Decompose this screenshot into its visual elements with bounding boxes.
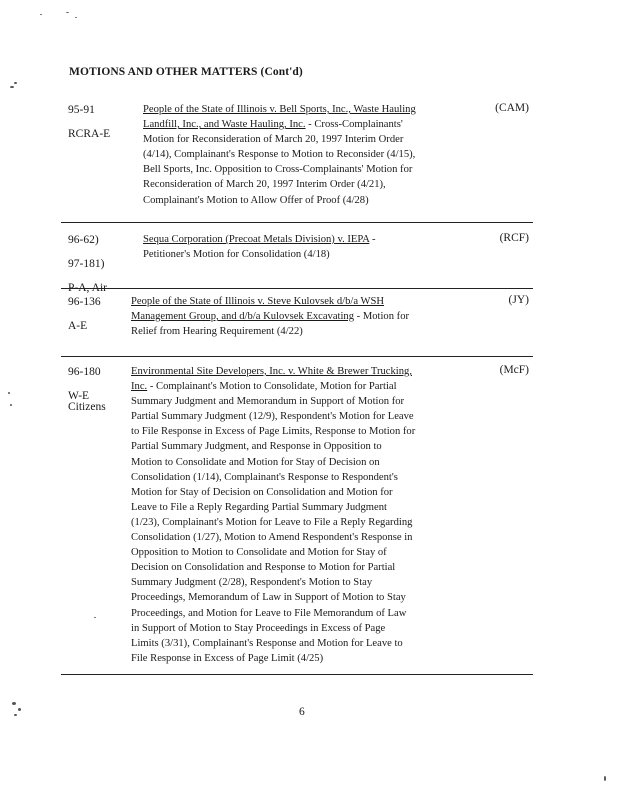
- motion-line: Decision on Consolidation and Response to Motion for Partial: [131, 562, 396, 574]
- motion-line: Proceedings, Memorandum of Law in Support of Motion to Stay: [131, 592, 406, 604]
- motion-line: Leave to File a Reply Regarding Partial Summary Judgment: [131, 501, 387, 513]
- entry-divider: [61, 222, 533, 223]
- scan-artifact: [10, 404, 12, 406]
- docket-type: RCRA-E: [68, 128, 111, 140]
- motion-line: Proceedings, and Motion for Leave to File Memorandum of Law: [131, 607, 407, 619]
- motion-line: Limits (3/31), Complainant's Response and Motion for Leave to: [131, 637, 403, 649]
- case-title: People of the State of Illinois v. Steve Kulovsek d/b/a WSH: [131, 296, 385, 307]
- docket-number: 96-180: [68, 366, 101, 378]
- hearing-officer-code: (CAM): [495, 102, 529, 114]
- motion-line: (4/14), Complainant's Response to Motion to Reconsider (4/15),: [143, 149, 416, 161]
- hearing-officer-code: (RCF): [499, 232, 529, 244]
- docket-type: W-E: [68, 390, 90, 402]
- case-title: Sequa Corporation (Precoat Metals Division) v. IEPA: [143, 234, 370, 245]
- hearing-officer-code: (JY): [508, 294, 529, 306]
- entry-text: [131, 364, 415, 666]
- motion-line: File Response in Excess of Page Limit (4/25): [131, 652, 324, 664]
- scan-artifact: [14, 82, 17, 84]
- case-title: People of the State of Illinois v. Bell Sports, Inc., Waste Hauling: [143, 104, 416, 115]
- scan-artifact: [40, 14, 42, 15]
- motion-line: to File Response in Excess of Page Limits, Response to Motion for: [131, 426, 416, 438]
- motion-line: Partial Summary Judgment (12/9), Respondent's Motion for Leave: [131, 411, 414, 423]
- docket-type: Citizens: [68, 401, 106, 413]
- motion-text: -: [369, 234, 376, 245]
- scan-artifact: [94, 617, 96, 618]
- entry-divider: [61, 356, 533, 357]
- motion-line: Summary Judgment and Memorandum in Support of Motion for: [131, 396, 405, 408]
- entry-divider: [61, 674, 533, 675]
- scan-artifact: [66, 12, 69, 13]
- docket-number: 97-181): [68, 258, 105, 270]
- motion-line: Opposition to Motion to Consolidate and Motion for Stay of: [131, 547, 387, 559]
- entry-text: [143, 102, 416, 208]
- motion-line: Consolidation (1/14), Complainant's Response to Respondent's: [131, 471, 398, 483]
- scan-artifact: [18, 708, 21, 711]
- motion-line: Consolidation (1/27), Motion to Amend Respondent's Response in: [131, 532, 413, 544]
- docket-type: A-E: [68, 320, 88, 332]
- page-number: 6: [299, 706, 305, 718]
- case-title: Landfill, Inc., and Waste Hauling, Inc.: [143, 119, 306, 131]
- motion-line: (1/23), Complainant's Motion for Leave to File a Reply Regarding: [131, 516, 413, 528]
- section-heading: MOTIONS AND OTHER MATTERS (Cont'd): [69, 66, 303, 78]
- case-title: Management Group, and d/b/a Kulovsek Excavating: [131, 311, 354, 323]
- motion-line: Reconsideration of March 20, 1997 Interim Order (4/21),: [143, 179, 386, 191]
- docket-type: P-A, Air: [68, 282, 107, 294]
- scan-artifact: [604, 776, 606, 781]
- docket-info: [68, 400, 106, 414]
- motion-line: Relief from Hearing Requirement (4/22): [131, 326, 303, 338]
- motion-line: Motion to Consolidate and Motion for Stay of Decision on: [131, 456, 380, 468]
- docket-number: 96-62): [68, 234, 99, 246]
- entry-divider: [61, 288, 533, 289]
- entry-text: [131, 294, 409, 339]
- motion-line: in Support of Motion to Stay Proceedings in Excess of Page: [131, 622, 386, 634]
- motion-line: Motion for Reconsideration of March 20, 1997 Interim Order: [143, 134, 404, 146]
- motion-text: - Cross-Complainants': [305, 119, 403, 131]
- motion-line: Partial Summary Judgment, and Response in Opposition to: [131, 441, 382, 453]
- case-title: Inc.: [131, 381, 148, 393]
- motion-line: Summary Judgment (2/28), Respondent's Motion to Stay: [131, 577, 373, 589]
- case-title: Environmental Site Developers, Inc. v. White & Brewer Trucking,: [131, 366, 412, 377]
- scan-artifact: [10, 86, 14, 88]
- docket-info: [68, 98, 110, 146]
- scan-artifact: [12, 702, 16, 705]
- docket-info: [68, 290, 101, 338]
- motion-line: Bell Sports, Inc. Opposition to Cross-Complainants' Motion for: [143, 164, 413, 176]
- motion-line: Complainant's Motion to Allow Offer of Proof (4/28): [143, 194, 369, 206]
- entry-text: [143, 232, 376, 262]
- scan-artifact: [14, 714, 17, 716]
- motion-line: Motion for Stay of Decision on Consolidation and Motion for: [131, 486, 393, 498]
- scan-artifact: [75, 17, 77, 18]
- motion-text: - Motion for: [354, 311, 410, 323]
- scan-artifact: [8, 392, 10, 394]
- motion-text: - Complainant's Motion to Consolidate, Motion for Partial: [147, 381, 397, 393]
- motion-line: Petitioner's Motion for Consolidation (4/18): [143, 249, 330, 261]
- docket-number: 96-136: [68, 296, 101, 308]
- docket-number: 95-91: [68, 104, 95, 116]
- hearing-officer-code: (McF): [499, 364, 529, 376]
